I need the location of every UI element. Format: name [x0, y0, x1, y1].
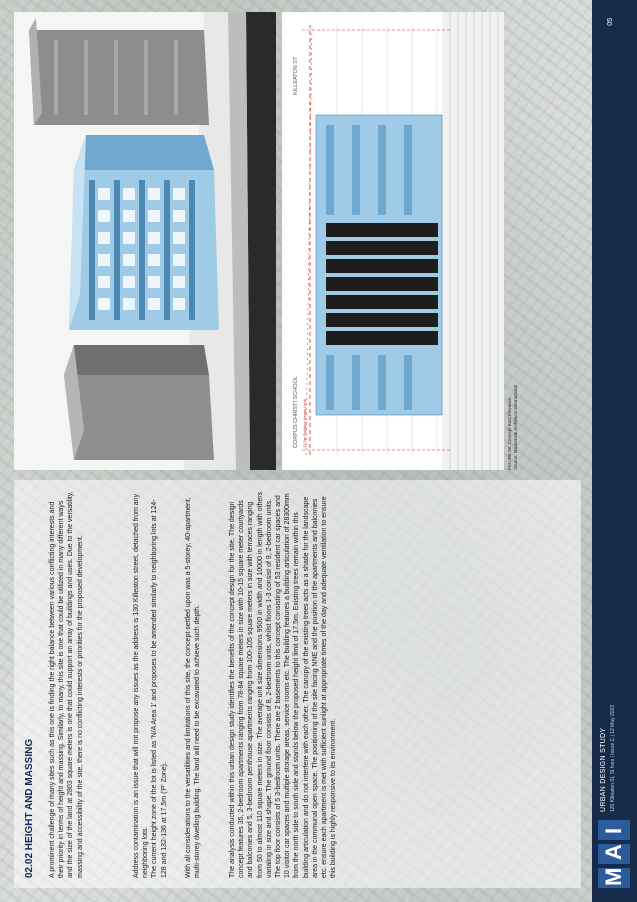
figure-concept-massing — [14, 12, 276, 470]
figure-east-elevation — [282, 12, 504, 470]
figure-2-title: FIGURE 06: Concept East Elevation — [507, 397, 512, 470]
paragraph-1: A prominent challenge of many sites such as this one is finding the right balance between various conflicting interests and their priority in terms of height and massing. Similarly, to many, this site is one that could be utilized in many different ways and the size of the land at 2803 square meters is one that could support an array of buildings and uses. Due to the versatility, massing and accessibility of the site, there is no conflicting interests or priorities for the proposed development. — [49, 491, 84, 878]
figure-1-source: Source: Mackenzie Architects International — [266, 384, 271, 470]
text-panel — [14, 480, 581, 888]
figure-2-source: Source: Mackenzie Architects International — [513, 384, 518, 470]
logo-letter-i: I — [601, 827, 626, 834]
label-killeaton-st: KILLEATON ST — [293, 56, 299, 95]
footer-bar — [592, 0, 637, 902]
logo-letter-m: M — [601, 867, 626, 886]
figure-2-caption — [507, 170, 519, 470]
height-limit-note: 17.5m Building Height Limit — [302, 399, 307, 448]
logo-letter-a: A — [601, 844, 626, 860]
paragraph-4: The analysis conducted within this urban design study identifies the benefits of the concept design for the site. The design concept features 35, 2-bedroom apartments ranging from 78-84 square meters in size with 10-15 square meter courtyards and balconies and 5, 3-bedroom penthouse apartments ranging from 100-105 square meters in size with terraces ranging from 50 to almost 110 square meters in size. The average unit size dimensions 9500 in width and 10000 in length with others varialing in size and shape. The ground floor consists of 8, 2-bedroom units, whilst floors 1-3 consist of 9, 2-bedroom units. The top floor consists of 5 3-bedroom units. There are 2 basements to this concept consisting of 53 resident car spaces and 10 visitor car spaces and multiple storage areas, service rooms etc. The building features a building articulation of 28300mm from the north side to south side and stands below the proposed height limit of 17.5m. Existing trees remain within this building articulation and do not interfere with each other. The canopy of the existing trees acts as a shade for the landscape area in the communal open space. The positioning of the site facing NNE and the position of the apartments and balconies etc. ensure each apartment is met with sufficient sunlight at appropriate times of the day and adequate ventilation to ensure this building is highly responsive to its environment. — [229, 491, 338, 878]
figure-1-title: FIGURE 05: Concept Massing — [260, 409, 265, 470]
mai-logo — [598, 818, 630, 888]
figure-1-caption — [260, 170, 272, 470]
label-corpus-christi: CORPUS CHRISTI SCHOOL — [293, 376, 299, 448]
page-number: 05 — [607, 18, 614, 26]
paragraph-2: Address contamination is an issue that will not propose any issues as the address is 130 Killeaton street, detached from any neighboring lots. The current height zone of the lot is listed as 'N/A Area 1' and proposes to be amended similarly to neighboring lots at 124-128 and 132-136 at 17.5m ('P' Zone). — [133, 493, 168, 878]
document-title: URBAN DESIGN STUDY — [600, 727, 607, 812]
section-heading: 02.02 HEIGHT AND MASSING — [24, 738, 35, 878]
paragraph-3: With all considerations to the versatilities and limitations of this site, the concept settled upon was a 5-storey, 40-apartment, multi-storey dwelling building. The land will need to be excavated to achieve such depth. — [185, 497, 202, 878]
massing-render — [14, 12, 276, 470]
elevation-drawing — [282, 12, 504, 470]
document-subtitle: 120 Killeaton St, St Ives | Issue C | 12 May 2022 — [610, 704, 616, 812]
